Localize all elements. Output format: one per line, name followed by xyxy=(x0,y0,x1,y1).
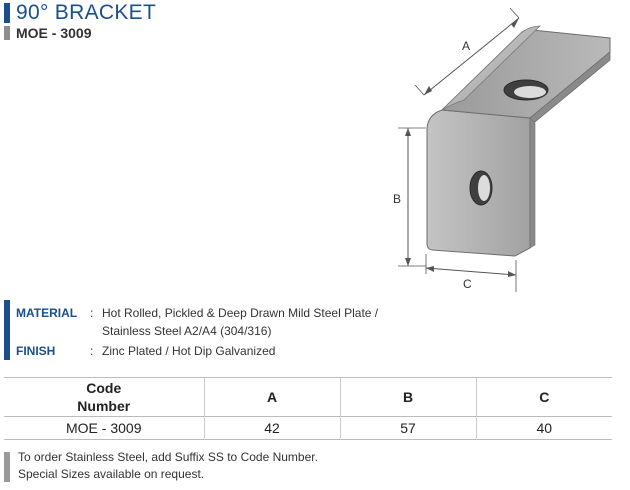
table-header-row xyxy=(4,378,612,417)
cell-a: 42 xyxy=(204,417,340,440)
bracket-drawing xyxy=(380,0,630,300)
spec-accent-bar xyxy=(4,300,10,360)
cell-code: MOE - 3009 xyxy=(66,420,142,436)
header-c: C xyxy=(476,378,612,417)
material-line-2: Stainless Steel A2/A4 (304/316) xyxy=(102,324,272,338)
material-label: MATERIAL xyxy=(16,306,78,320)
dimension-c-label: C xyxy=(463,277,472,291)
cell-c: 40 xyxy=(476,417,612,440)
material-line-1: Hot Rolled, Pickled & Deep Drawn Mild Steel Plate / xyxy=(102,306,379,320)
dimension-a-label: A xyxy=(462,39,471,53)
note-stainless: To order Stainless Steel, add Suffix SS to Code Number. xyxy=(18,450,318,464)
notes-accent-bar xyxy=(4,452,10,482)
cell-b: 57 xyxy=(340,417,476,440)
title-accent-bar xyxy=(4,3,10,23)
note-special-sizes: Special Sizes available on request. xyxy=(18,467,205,481)
header-a: A xyxy=(204,378,340,417)
material-colon: : xyxy=(90,306,94,320)
specification-block xyxy=(4,300,524,362)
product-code: MOE - 3009 xyxy=(16,25,92,41)
title-row xyxy=(4,2,156,24)
header-code-number: Code Number xyxy=(77,380,131,414)
dimension-b-label: B xyxy=(393,192,402,206)
code-accent-bar xyxy=(4,26,10,40)
table-row xyxy=(4,417,612,440)
header-b: B xyxy=(340,378,476,417)
finish-value: Zinc Plated / Hot Dip Galvanized xyxy=(102,344,276,358)
finish-label: FINISH xyxy=(16,344,56,358)
dimensions-table xyxy=(4,377,612,440)
finish-colon: : xyxy=(90,344,94,358)
notes-block xyxy=(4,450,524,484)
page-title: 90° BRACKET xyxy=(16,1,157,24)
code-row xyxy=(4,25,91,41)
